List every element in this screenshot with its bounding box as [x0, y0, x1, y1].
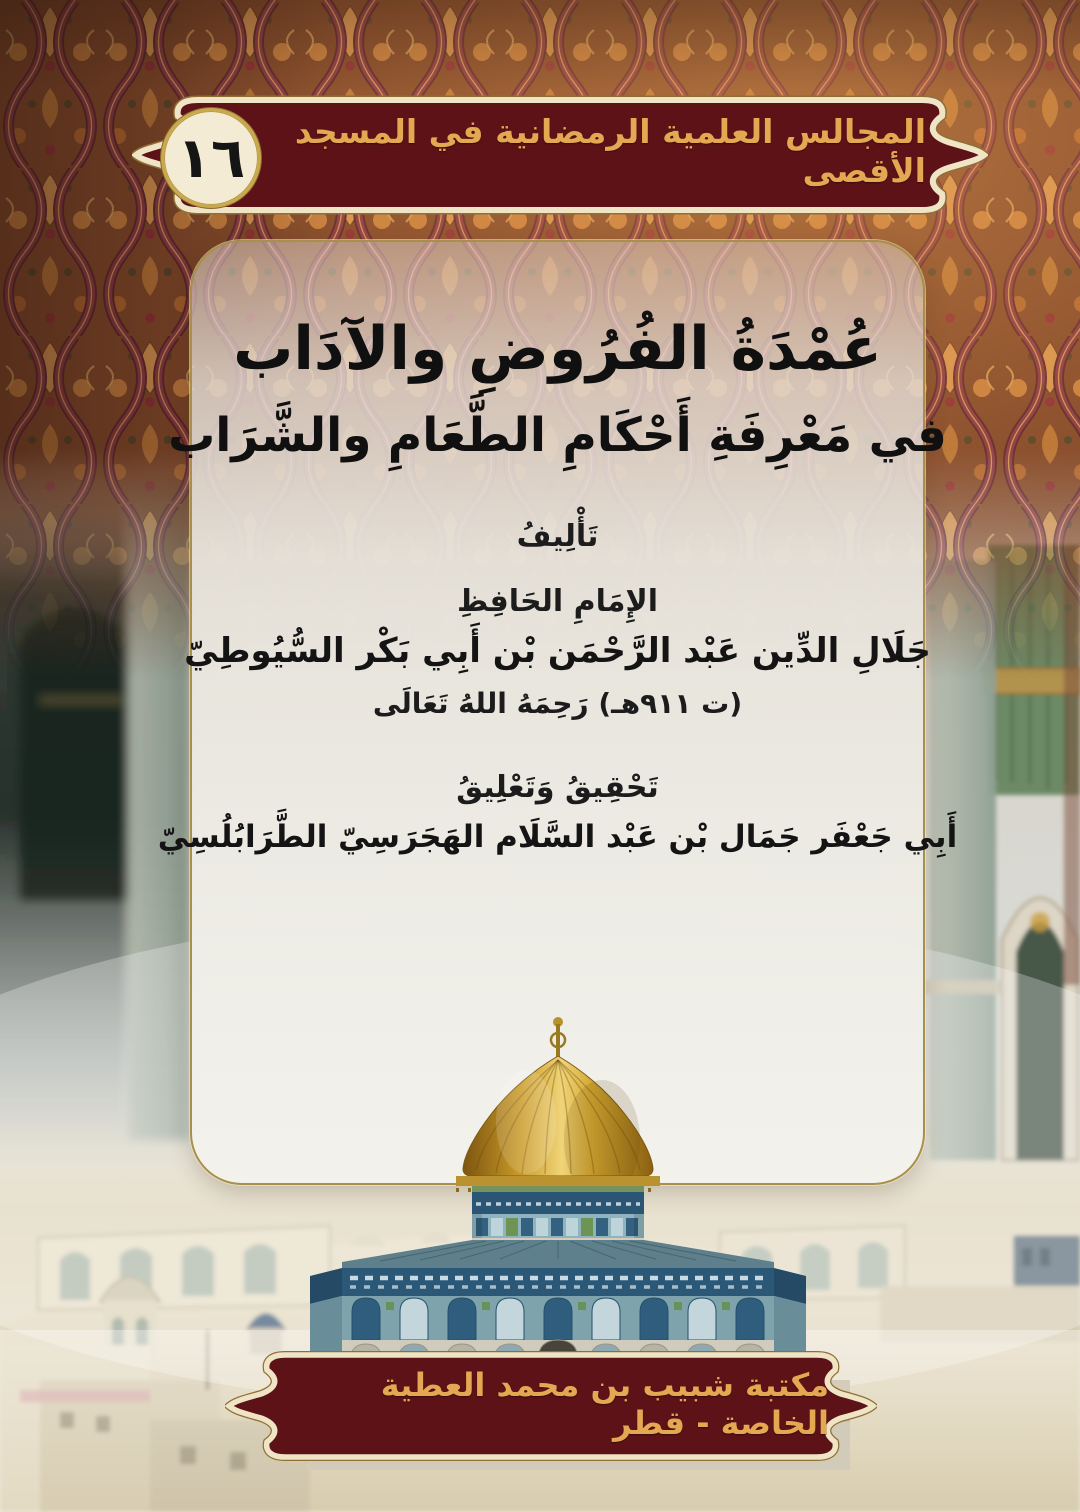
series-banner [132, 92, 988, 218]
octagonal-roof [342, 1240, 774, 1271]
finial [551, 1017, 565, 1060]
series-number-badge: ١٦ [161, 108, 261, 208]
author-death-note: (ت ٩١١هـ) رَحِمَهُ اللهُ تَعَالَى [372, 687, 743, 720]
byline-label: تَأْلِيفُ [516, 519, 599, 554]
book-title-line1: عُمْدَةُ الفُرُوضِ والآدَاب [233, 314, 882, 384]
drum [472, 1186, 644, 1242]
author-name: جَلَالِ الدِّين عَبْد الرَّحْمَن بْن أَبِي بَكْر السُّيُوطِيّ [184, 631, 931, 671]
editor-name: أَبِي جَعْفَر جَمَال بْن عَبْد السَّلَام الهَجَرَسِيّ الطَّرَابُلُسِيّ [157, 819, 958, 855]
editor-label: تَحْقِيقُ وَتَعْلِيقُ [456, 770, 659, 805]
author-honorific: الإِمَامِ الحَافِظِ [456, 584, 659, 619]
publisher-name: مكتبة شبيب بن محمد العطية الخاصة - قطر [380, 1366, 829, 1442]
golden-dome [456, 1056, 660, 1200]
series-title: المجالس العلمية الرمضانية في المسجد الأقصى [294, 112, 926, 190]
publisher-banner [225, 1348, 877, 1466]
book-title-line2: في مَعْرِفَةِ أَحْكَامِ الطَّعَامِ والشَّرَاب [168, 408, 947, 463]
